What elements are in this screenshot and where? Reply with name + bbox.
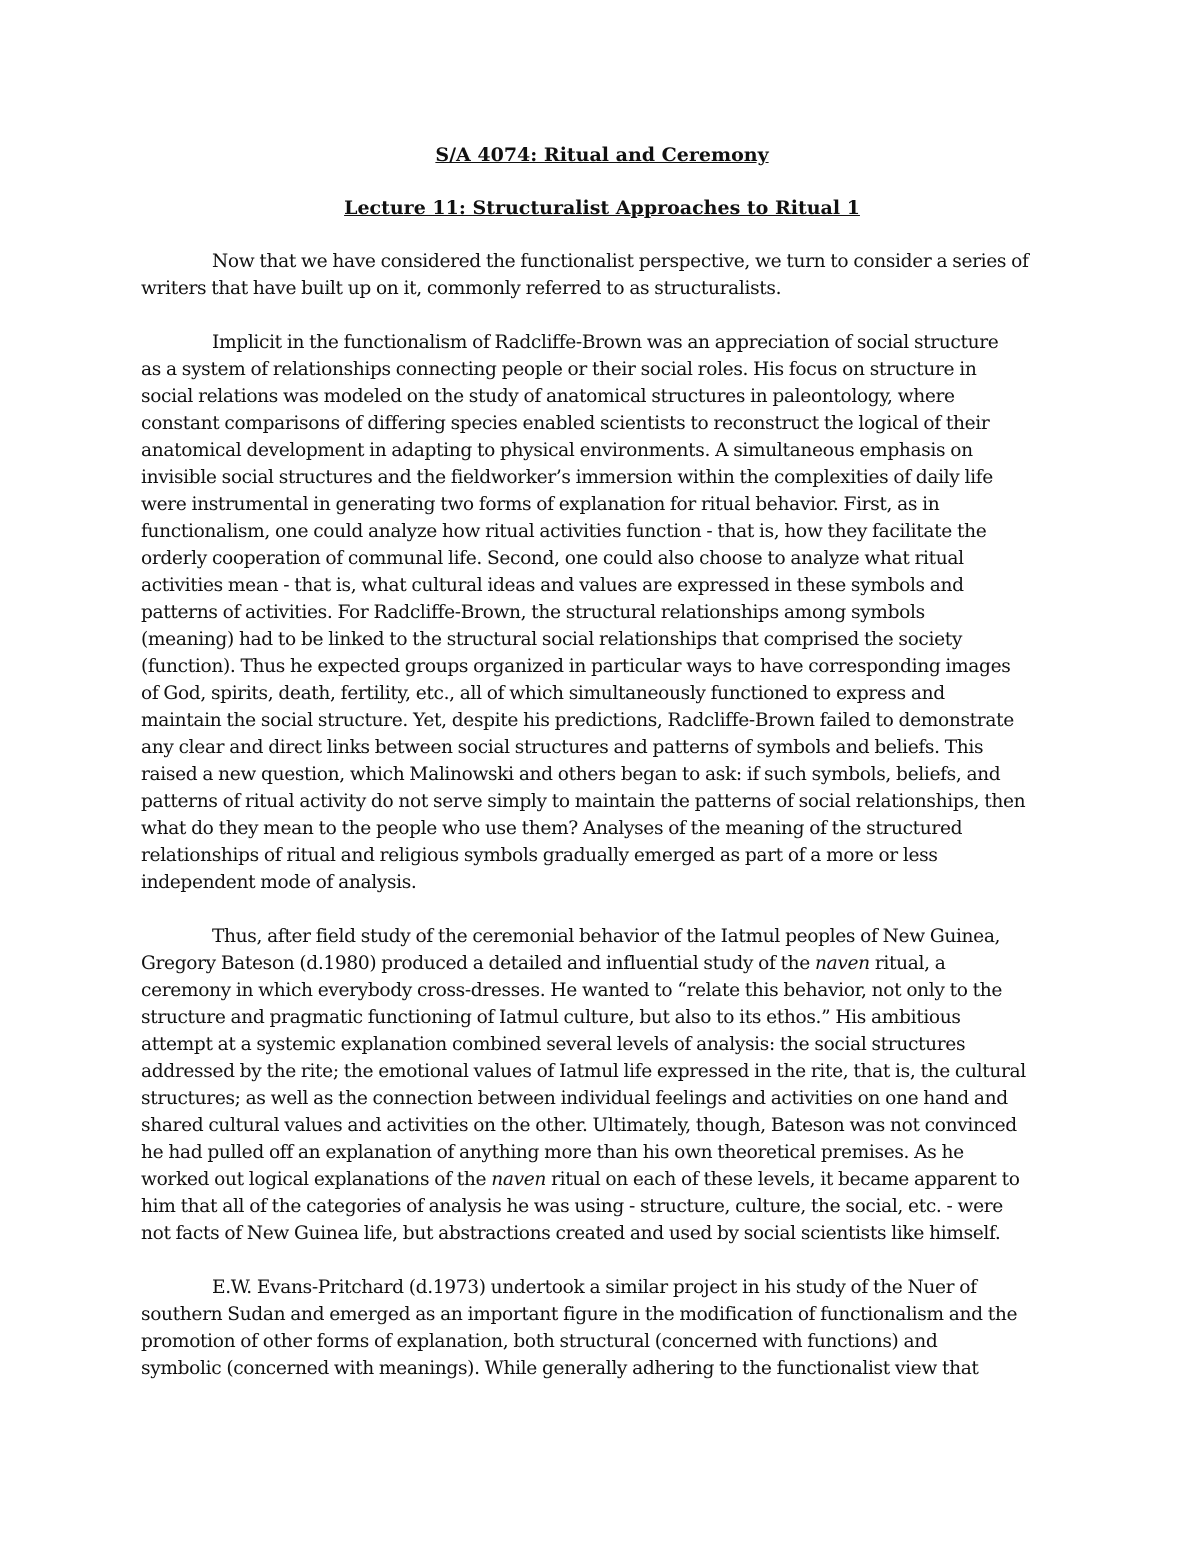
text-line: Now that we have considered the functionalist perspective, we turn to consider a series of	[212, 251, 1029, 272]
text-line: anatomical development in adapting to physical environments. A simultaneous emphasis on	[141, 440, 973, 461]
lecture-body	[141, 248, 1063, 1382]
text-line: Thus, after field study of the ceremonial behavior of the Iatmul peoples of New Guinea,	[212, 926, 1001, 947]
text-segment: ritual, a	[869, 953, 946, 974]
text-line: southern Sudan and emerged as an important figure in the modification of functionalism and the	[141, 1304, 1018, 1325]
text-line: not facts of New Guinea life, but abstractions created and used by social scientists like himself.	[141, 1223, 1001, 1244]
text-line: structure and pragmatic functioning of Iatmul culture, but also to its ethos.” His ambitious	[141, 1007, 961, 1028]
text-line: him that all of the categories of analysis he was using - structure, culture, the social, etc. - were	[141, 1196, 1003, 1217]
document-page	[141, 142, 1063, 1382]
text-line: attempt at a systemic explanation combined several levels of analysis: the social structures	[141, 1034, 966, 1055]
text-line: independent mode of analysis.	[141, 872, 417, 893]
text-line: Implicit in the functionalism of Radcliffe-Brown was an appreciation of social structure	[212, 332, 999, 353]
text-line: promotion of other forms of explanation, both structural (concerned with functions) and	[141, 1331, 938, 1352]
text-line	[141, 950, 1063, 977]
text-segment: ritual on each of these levels, it became apparent to	[546, 1169, 1020, 1190]
text-line: orderly cooperation of communal life. Second, one could also choose to analyze what ritual	[141, 548, 964, 569]
paragraph	[141, 248, 1063, 302]
text-line: addressed by the rite; the emotional values of Iatmul life expressed in the rite, that is, the cultural	[141, 1061, 1026, 1082]
text-line: patterns of ritual activity do not serve simply to maintain the patterns of social relationships, then	[141, 791, 1026, 812]
text-line: invisible social structures and the fieldworker’s immersion within the complexities of daily life	[141, 467, 993, 488]
italic-term: naven	[491, 1169, 547, 1190]
text-line: writers that have built up on it, commonly referred to as structuralists.	[141, 278, 782, 299]
text-line: E.W. Evans-Pritchard (d.1973) undertook a similar project in his study of the Nuer of	[212, 1277, 977, 1298]
text-line: were instrumental in generating two forms of explanation for ritual behavior. First, as in	[141, 494, 940, 515]
text-line: functionalism, one could analyze how ritual activities function - that is, how they facilitate the	[141, 521, 987, 542]
text-line: raised a new question, which Malinowski and others began to ask: if such symbols, beliefs, and	[141, 764, 1001, 785]
text-line: maintain the social structure. Yet, despite his predictions, Radcliffe-Brown failed to demonstrate	[141, 710, 1014, 731]
text-line: as a system of relationships connecting people or their social roles. His focus on structure in	[141, 359, 977, 380]
paragraph	[141, 1274, 1063, 1382]
text-line: (meaning) had to be linked to the structural social relationships that comprised the society	[141, 629, 963, 650]
paragraph	[141, 923, 1063, 1247]
text-line: (function). Thus he expected groups organized in particular ways to have corresponding images	[141, 656, 1011, 677]
text-segment: Gregory Bateson (d.1980) produced a detailed and influential study of the	[141, 953, 816, 974]
text-line: symbolic (concerned with meanings). While generally adhering to the functionalist view that	[141, 1358, 979, 1379]
text-line: ceremony in which everybody cross-dresses. He wanted to “relate this behavior, not only to the	[141, 980, 1003, 1001]
course-title: S/A 4074: Ritual and Ceremony	[435, 144, 769, 166]
text-line: constant comparisons of differing species enabled scientists to reconstruct the logical of their	[141, 413, 990, 434]
lecture-title: Lecture 11: Structuralist Approaches to Ritual 1	[344, 197, 860, 219]
text-line: activities mean - that is, what cultural ideas and values are expressed in these symbols and	[141, 575, 964, 596]
italic-term: naven	[815, 953, 870, 974]
text-line: structures; as well as the connection between individual feelings and activities on one hand and	[141, 1088, 1008, 1109]
text-line: social relations was modeled on the study of anatomical structures in paleontology, where	[141, 386, 955, 407]
text-line: any clear and direct links between social structures and patterns of symbols and beliefs. This	[141, 737, 984, 758]
text-segment: worked out logical explanations of the	[141, 1169, 492, 1190]
text-line: relationships of ritual and religious symbols gradually emerged as part of a more or less	[141, 845, 938, 866]
paragraph	[141, 329, 1063, 896]
text-line	[141, 1166, 1063, 1193]
text-line: of God, spirits, death, fertility, etc., all of which simultaneously functioned to express and	[141, 683, 945, 704]
text-line: shared cultural values and activities on the other. Ultimately, though, Bateson was not convinced	[141, 1115, 1017, 1136]
text-line: what do they mean to the people who use them? Analyses of the meaning of the structured	[141, 818, 963, 839]
text-line: patterns of activities. For Radcliffe-Brown, the structural relationships among symbols	[141, 602, 925, 623]
text-line: he had pulled off an explanation of anything more than his own theoretical premises. As he	[141, 1142, 964, 1163]
